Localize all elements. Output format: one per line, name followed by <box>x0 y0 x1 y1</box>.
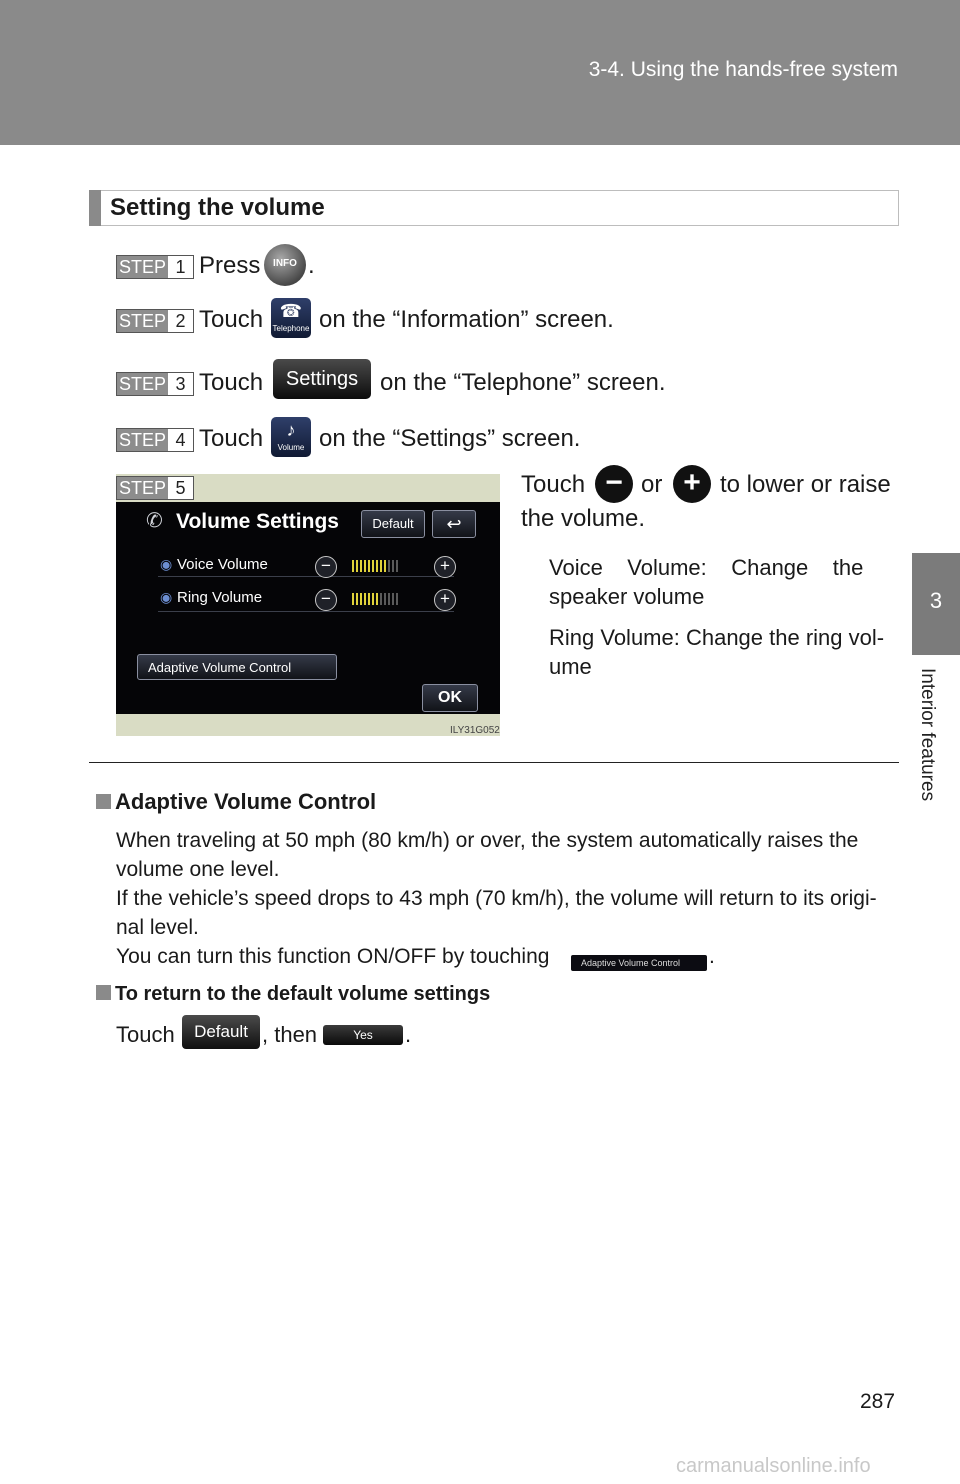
plus-button-icon[interactable]: + <box>673 465 711 503</box>
adaptive-volume-control-button[interactable]: Adaptive Volume Control <box>137 654 337 680</box>
step-word: STEP <box>118 374 166 394</box>
step-5-badge <box>116 476 194 500</box>
volume-icon-label: Volume <box>277 443 305 452</box>
step-word: STEP <box>118 430 166 450</box>
ring-volume-plus-button[interactable]: + <box>434 589 456 611</box>
adaptive-line-2: volume one level. <box>116 858 280 881</box>
level-segment <box>364 560 366 572</box>
level-segment <box>396 560 398 572</box>
default-heading <box>96 983 490 1006</box>
level-segment <box>392 560 394 572</box>
ring-volume-minus-button[interactable]: − <box>315 589 337 611</box>
back-button[interactable] <box>432 510 476 538</box>
header-title: 3-4. Using the hands-free system <box>588 58 898 81</box>
adaptive-line-4: nal level. <box>116 916 199 939</box>
voice-volume-level <box>352 560 398 572</box>
level-segment <box>372 593 374 605</box>
adaptive-inline-button[interactable]: Adaptive Volume Control <box>571 955 707 971</box>
step-number: 3 <box>168 373 193 395</box>
level-segment <box>368 593 370 605</box>
voice-volume-minus-button[interactable]: − <box>315 556 337 578</box>
default-inline-button[interactable]: Default <box>182 1015 260 1049</box>
level-segment <box>392 593 394 605</box>
phone-handset-icon: ✆ <box>146 510 163 532</box>
yes-inline-button[interactable]: Yes <box>323 1025 403 1045</box>
square-bullet-icon <box>96 794 111 809</box>
level-segment <box>360 593 362 605</box>
step-number: 5 <box>168 477 193 499</box>
screen-title: Volume Settings <box>176 510 339 533</box>
step-4-text: Touch <box>199 425 264 452</box>
volume-glyph-icon: ♪ <box>286 420 296 440</box>
step-3-badge <box>116 372 194 396</box>
level-segment <box>368 560 370 572</box>
ring-volume-desc-2: ume <box>549 654 592 679</box>
ring-volume-icon: ◉ <box>160 589 173 605</box>
step-number: 2 <box>168 310 193 332</box>
ok-button[interactable]: OK <box>422 684 478 712</box>
ring-volume-label: Ring Volume <box>177 589 263 606</box>
step-word: STEP <box>118 257 166 277</box>
figure-code: ILY31G052 <box>450 725 500 736</box>
phone-glyph-icon: ☎ <box>279 301 303 321</box>
section-title: Setting the volume <box>110 194 325 221</box>
step-5-line2: the volume. <box>521 505 646 532</box>
watermark: carmanualsonline.info <box>676 1455 871 1477</box>
back-arrow-icon: ↩ <box>446 514 462 534</box>
step-word: STEP <box>118 478 166 498</box>
ring-volume-desc-1: Ring Volume: Change the ring vol- <box>549 625 885 650</box>
row-divider <box>158 611 454 612</box>
step-4-badge <box>116 428 194 452</box>
chapter-number: 3 <box>929 588 943 613</box>
default-mid: , then <box>262 1022 318 1047</box>
voice-volume-plus-button[interactable]: + <box>434 556 456 578</box>
step-3-end: on the “Telephone” screen. <box>380 369 666 396</box>
info-button-icon[interactable]: INFO <box>264 244 306 286</box>
step-5-or: or <box>641 471 663 498</box>
level-segment <box>376 593 378 605</box>
square-bullet-icon <box>96 985 111 1000</box>
settings-button[interactable]: Settings <box>273 359 371 399</box>
adaptive-line-3: If the vehicle’s speed drops to 43 mph (70 km/h), the volume will return to its origi- <box>116 887 877 910</box>
adaptive-line-5: You can turn this function ON/OFF by touching <box>116 945 550 968</box>
chapter-label: Interior features <box>917 668 938 802</box>
ring-volume-level <box>352 593 398 605</box>
level-segment <box>396 593 398 605</box>
default-button[interactable]: Default <box>361 510 425 538</box>
section-title-bar <box>89 190 101 226</box>
level-segment <box>356 560 358 572</box>
level-segment <box>380 593 382 605</box>
step-1-text: Press <box>199 252 261 279</box>
voice-volume-icon: ◉ <box>160 556 173 572</box>
adaptive-heading <box>96 789 376 815</box>
level-segment <box>372 560 374 572</box>
adaptive-end: . <box>709 945 715 968</box>
adaptive-heading-text: Adaptive Volume Control <box>115 789 377 814</box>
step-4-end: on the “Settings” screen. <box>319 425 581 452</box>
step-2-text: Touch <box>199 306 264 333</box>
section-divider <box>89 762 899 763</box>
step-3-text: Touch <box>199 369 264 396</box>
voice-volume-label: Voice Volume <box>177 556 268 573</box>
default-end: . <box>405 1022 412 1047</box>
level-segment <box>356 593 358 605</box>
step-number: 4 <box>168 429 193 451</box>
level-segment <box>380 560 382 572</box>
step-number: 1 <box>168 256 193 278</box>
level-segment <box>352 593 354 605</box>
page-number: 287 <box>860 1390 896 1413</box>
telephone-icon-label: Telephone <box>272 324 310 333</box>
step-1-badge <box>116 255 194 279</box>
default-heading-text: To return to the default volume settings <box>115 983 491 1005</box>
level-segment <box>360 560 362 572</box>
level-segment <box>388 593 390 605</box>
telephone-icon[interactable] <box>271 298 311 338</box>
step-5-pre: Touch <box>521 471 586 498</box>
level-segment <box>364 593 366 605</box>
level-segment <box>388 560 390 572</box>
level-segment <box>352 560 354 572</box>
default-pre: Touch <box>116 1022 175 1047</box>
adaptive-line-1: When traveling at 50 mph (80 km/h) or over, the system automatically raises the <box>116 829 859 852</box>
level-segment <box>376 560 378 572</box>
step-word: STEP <box>118 311 166 331</box>
step-2-badge <box>116 309 194 333</box>
level-segment <box>384 593 386 605</box>
step-2-end: on the “Information” screen. <box>319 306 614 333</box>
row-divider <box>158 576 454 577</box>
level-segment <box>384 560 386 572</box>
step-1-end: . <box>308 252 315 279</box>
voice-volume-desc-1: Voice Volume: Change the <box>549 555 864 580</box>
volume-icon[interactable] <box>271 417 311 457</box>
minus-button-icon[interactable]: − <box>595 465 633 503</box>
voice-volume-desc-2: speaker volume <box>549 584 705 609</box>
step-5-post: to lower or raise <box>720 471 891 498</box>
